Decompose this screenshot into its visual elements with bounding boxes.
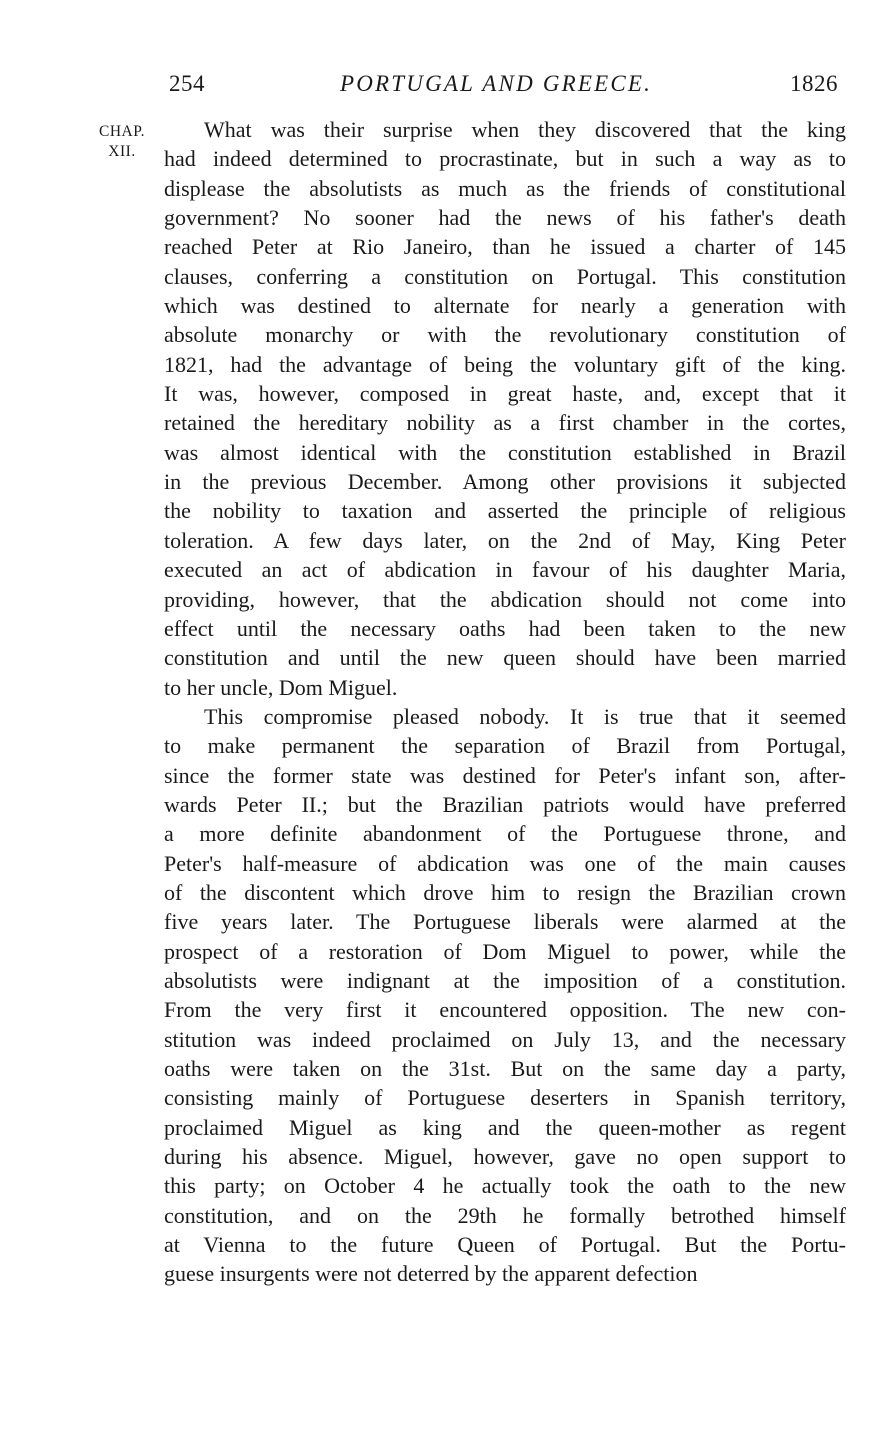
text-line: the nobility to taxation and asserted the principle of religious	[164, 498, 846, 524]
text-line: toleration. A few days later, on the 2nd of May, King Peter	[164, 527, 846, 553]
text-line: in the previous December. Among other provisions it subjected	[164, 469, 846, 495]
text-line: constitution and until the new queen should have been married	[164, 645, 846, 671]
text-line: What was their surprise when they discovered that the king	[204, 117, 846, 142]
text-line: constitution, and on the 29th he formally betrothed himself	[164, 1202, 846, 1228]
text-line: effect until the necessary oaths had been taken to the new	[164, 615, 846, 641]
text-line: was almost identical with the constitution established in Brazil	[164, 439, 846, 465]
text-line: since the former state was destined for Peter's infant son, after-	[164, 762, 846, 788]
text-line: wards Peter II.; but the Brazilian patriots would have preferred	[164, 791, 846, 817]
chapter-number: XII.	[108, 143, 136, 160]
text-line: oaths were taken on the 31st. But on the same day a party,	[164, 1056, 846, 1081]
text-line: absolutists were indignant at the imposition of a constitution.	[164, 967, 846, 993]
text-line: to make permanent the separation of Brazil from Portugal,	[164, 733, 846, 759]
text-line: this party; on October 4 he actually took the oath to the new	[164, 1173, 846, 1199]
text-line: It was, however, composed in great haste, and, except that it	[164, 381, 846, 407]
text-line: proclaimed Miguel as king and the queen-mother as regent	[164, 1114, 846, 1140]
text-line: prospect of a restoration of Dom Miguel to power, while the	[164, 938, 846, 964]
chapter-marker	[86, 122, 158, 162]
text-line: Peter's half-measure of abdication was one of the main causes	[164, 850, 846, 876]
text-line: 1821, had the advantage of being the voluntary gift of the king.	[164, 351, 846, 377]
text-line: guese insurgents were not deterred by the apparent defection	[164, 1261, 698, 1287]
text-line: five years later. The Portuguese liberals were alarmed at the	[164, 909, 846, 935]
text-line: at Vienna to the future Queen of Portugal. But the Portu-	[164, 1232, 846, 1258]
text-line: retained the hereditary nobility as a first chamber in the cortes,	[164, 410, 846, 436]
text-line: This compromise pleased nobody. It is true that it seemed	[204, 703, 846, 729]
text-line: absolute monarchy or with the revolutionary constitution of	[164, 322, 846, 348]
text-line: providing, however, that the abdication should not come into	[164, 586, 846, 612]
text-line: consisting mainly of Portuguese deserters in Spanish territory,	[164, 1085, 846, 1111]
text-line: clauses, conferring a constitution on Portugal. This constitution	[164, 263, 846, 289]
text-line: which was destined to alternate for nearly a generation with	[164, 293, 846, 319]
running-year: 1826	[790, 71, 838, 96]
text-line: displease the absolutists as much as the friends of constitutional	[164, 175, 846, 201]
text-line: stitution was indeed proclaimed on July 13, and the necessary	[164, 1026, 846, 1052]
body-text	[164, 115, 846, 1289]
text-line: to her uncle, Dom Miguel.	[164, 674, 398, 700]
text-line: a more definite abandonment of the Portuguese throne, and	[164, 821, 846, 847]
text-line: executed an act of abdication in favour of his daughter Maria,	[164, 557, 846, 583]
page-number: 254	[169, 71, 205, 96]
text-line: during his absence. Miguel, however, gave no open support to	[164, 1144, 846, 1170]
text-line: reached Peter at Rio Janeiro, than he issued a charter of 145	[164, 234, 846, 260]
text-line: of the discontent which drove him to resign the Brazilian crown	[164, 879, 846, 905]
chapter-label: CHAP.	[98, 123, 145, 140]
running-title: PORTUGAL AND GREECE.	[340, 71, 653, 96]
text-line: had indeed determined to procrastinate, but in such a way as to	[164, 146, 846, 172]
text-line: government? No sooner had the news of his father's death	[164, 205, 846, 231]
text-line: From the very first it encountered opposition. The new con-	[164, 997, 846, 1023]
